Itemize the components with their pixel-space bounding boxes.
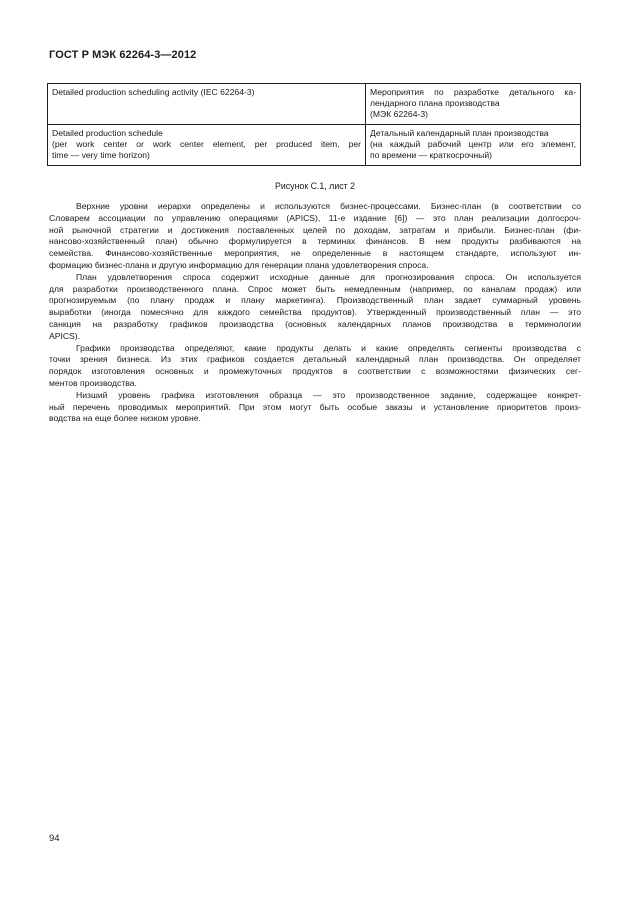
- paragraph: [49, 390, 581, 425]
- text-line: для разработки производственного плана. Спрос может быть немедленным (например, по каналам продаж) или: [49, 283, 581, 294]
- figure-caption: Рисунок C.1, лист 2: [274, 181, 355, 191]
- cell-text: (per work center or work center element, per produced item, per: [52, 139, 361, 149]
- cell-text: (МЭК 62264-3): [370, 109, 428, 119]
- text-line: санкция на разработку графиков производства (основных календарных планов производства в терминологии: [49, 318, 581, 329]
- table-row: [48, 125, 581, 166]
- cell-text: Мероприятия по разработке детального ка-: [370, 87, 576, 97]
- table-row: [48, 84, 581, 125]
- text-line: ной рыночной стратегии и достижения поставленных целей по доходам, затратам и прибыли. Бизнес-план (фи-: [49, 224, 581, 235]
- text-line: Графики производства определяют, какие продукты делать и какие определять сегменты производства с: [76, 342, 581, 353]
- text-line: водства на еще более низком уровне.: [49, 413, 201, 424]
- document-header: ГОСТ Р МЭК 62264-3—2012: [49, 49, 197, 61]
- page-number: 94: [49, 833, 60, 844]
- text-line: ментов производства.: [49, 377, 137, 388]
- table-cell-ru: [366, 84, 581, 125]
- text-line: порядок изготовления основных и промежуточных продуктов в соответствии с возможностями физических сег-: [49, 366, 581, 377]
- cell-text: Detailed production scheduling activity (IEC 62264-3): [52, 87, 255, 97]
- text-line: Словарем ассоциации по управлению операциями (APICS), 11-е издание [6]) — это план реализации долгосроч-: [49, 212, 581, 223]
- table-cell-en: [48, 84, 366, 125]
- cell-text: по времени — краткосрочный): [370, 150, 492, 160]
- table-cell-ru: [366, 125, 581, 166]
- text-line: нансово-хозяйственный план) обычно формулируется в терминах финансов. В нем продукты разбиваются на: [49, 236, 581, 247]
- text-line: точки зрения бизнеса. Из этих графиков создается детальный календарный план производства. Он определяет: [49, 354, 581, 365]
- text-line: формацию бизнес-плана и другую информацию для генерации плана удовлетворения спроса.: [49, 259, 429, 270]
- text-line: APICS).: [49, 330, 81, 341]
- cell-text: Детальный календарный план производства: [370, 128, 549, 138]
- table-cell-en: [48, 125, 366, 166]
- paragraph: [49, 343, 581, 390]
- paragraph: [49, 272, 581, 343]
- text-line: ный перечень проводимых мероприятий. При этом могут быть особые заказы и установление приоритетов произ-: [49, 401, 581, 412]
- cell-text: time — very time horizon): [52, 150, 150, 160]
- text-line: Низший уровень графика изготовления образца — это производственное задание, содержащее конкрет-: [76, 389, 581, 400]
- text-line: семейства. Финансово-хозяйственные мероприятия, не определенные в настоящем стандарте, используют ин-: [49, 248, 581, 259]
- body-text: [49, 201, 581, 425]
- cell-text: (на каждый рабочий центр или его элемент,: [370, 139, 576, 149]
- text-line: прогнозируемым (по плану продаж и плану маркетинга). Производственный план задает суммарный уровень: [49, 295, 581, 306]
- text-line: План удовлетворения спроса содержит исходные данные для прогнозирования спроса. Он используется: [76, 271, 581, 282]
- text-line: Верхние уровни иерархи определены и используются бизнес-процессами. Бизнес-план (в соответствии со: [76, 201, 581, 211]
- text-line: выработки (иногда помесячно для каждого семейства продуктов). Утвержденный производственный план — это: [49, 307, 581, 318]
- paragraph: [49, 201, 581, 272]
- terms-table: [47, 83, 581, 166]
- cell-text: лендарного плана производства: [370, 98, 500, 108]
- cell-text: Detailed production schedule: [52, 128, 163, 138]
